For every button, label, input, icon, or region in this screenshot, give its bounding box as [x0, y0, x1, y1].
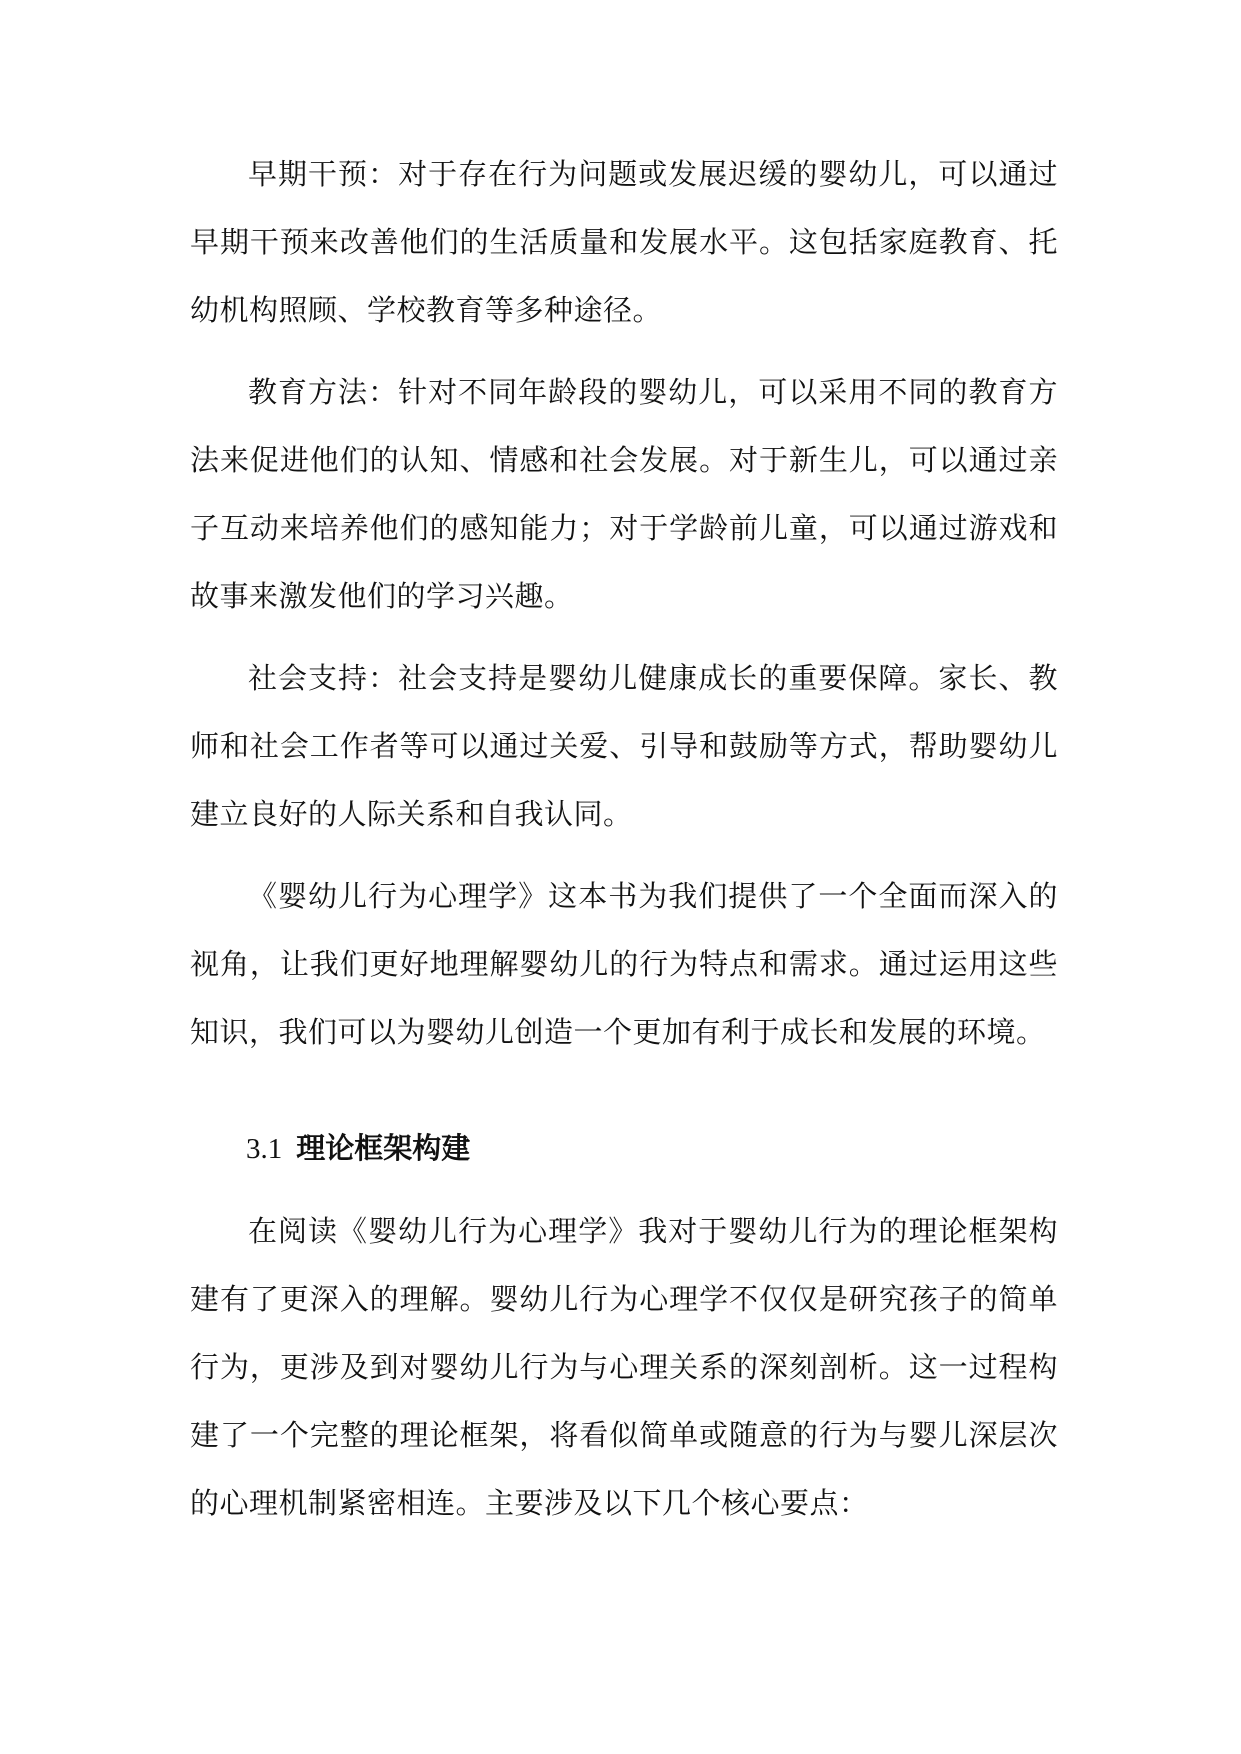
- paragraph-early-intervention: 早期干预：对于存在行为问题或发展迟缓的婴幼儿，可以通过早期干预来改善他们的生活质量和发展水平。这包括家庭教育、托幼机构照顾、学校教育等多种途径。: [190, 157, 1058, 327]
- paragraph-education-methods: 教育方法：针对不同年龄段的婴幼儿，可以采用不同的教育方法来促进他们的认知、情感和社会发展。对于新生儿，可以通过亲子互动来培养他们的感知能力；对于学龄前儿童，可以通过游戏和故事来激发他们的学习兴趣。: [190, 375, 1058, 613]
- section-heading: [190, 1114, 1058, 1183]
- paragraph-book-summary: 《婴幼儿行为心理学》这本书为我们提供了一个全面而深入的视角，让我们更好地理解婴幼儿的行为特点和需求。通过运用这些知识，我们可以为婴幼儿创造一个更加有利于成长和发展的环境。: [190, 879, 1058, 1049]
- document-body: [190, 140, 1058, 1537]
- section-title: 理论框架构建: [296, 1131, 471, 1165]
- paragraph-theory-framework: 在阅读《婴幼儿行为心理学》我对于婴幼儿行为的理论框架构建有了更深入的理解。婴幼儿行为心理学不仅仅是研究孩子的简单行为，更涉及到对婴幼儿行为与心理关系的深刻剖析。这一过程构建了一个完整的理论框架，将看似简单或随意的行为与婴儿深层次的心理机制紧密相连。主要涉及以下几个核心要点：: [190, 1214, 1058, 1520]
- paragraph-social-support: 社会支持：社会支持是婴幼儿健康成长的重要保障。家长、教师和社会工作者等可以通过关爱、引导和鼓励等方式，帮助婴幼儿建立良好的人际关系和自我认同。: [190, 661, 1058, 831]
- section-number: 3.1: [246, 1133, 283, 1165]
